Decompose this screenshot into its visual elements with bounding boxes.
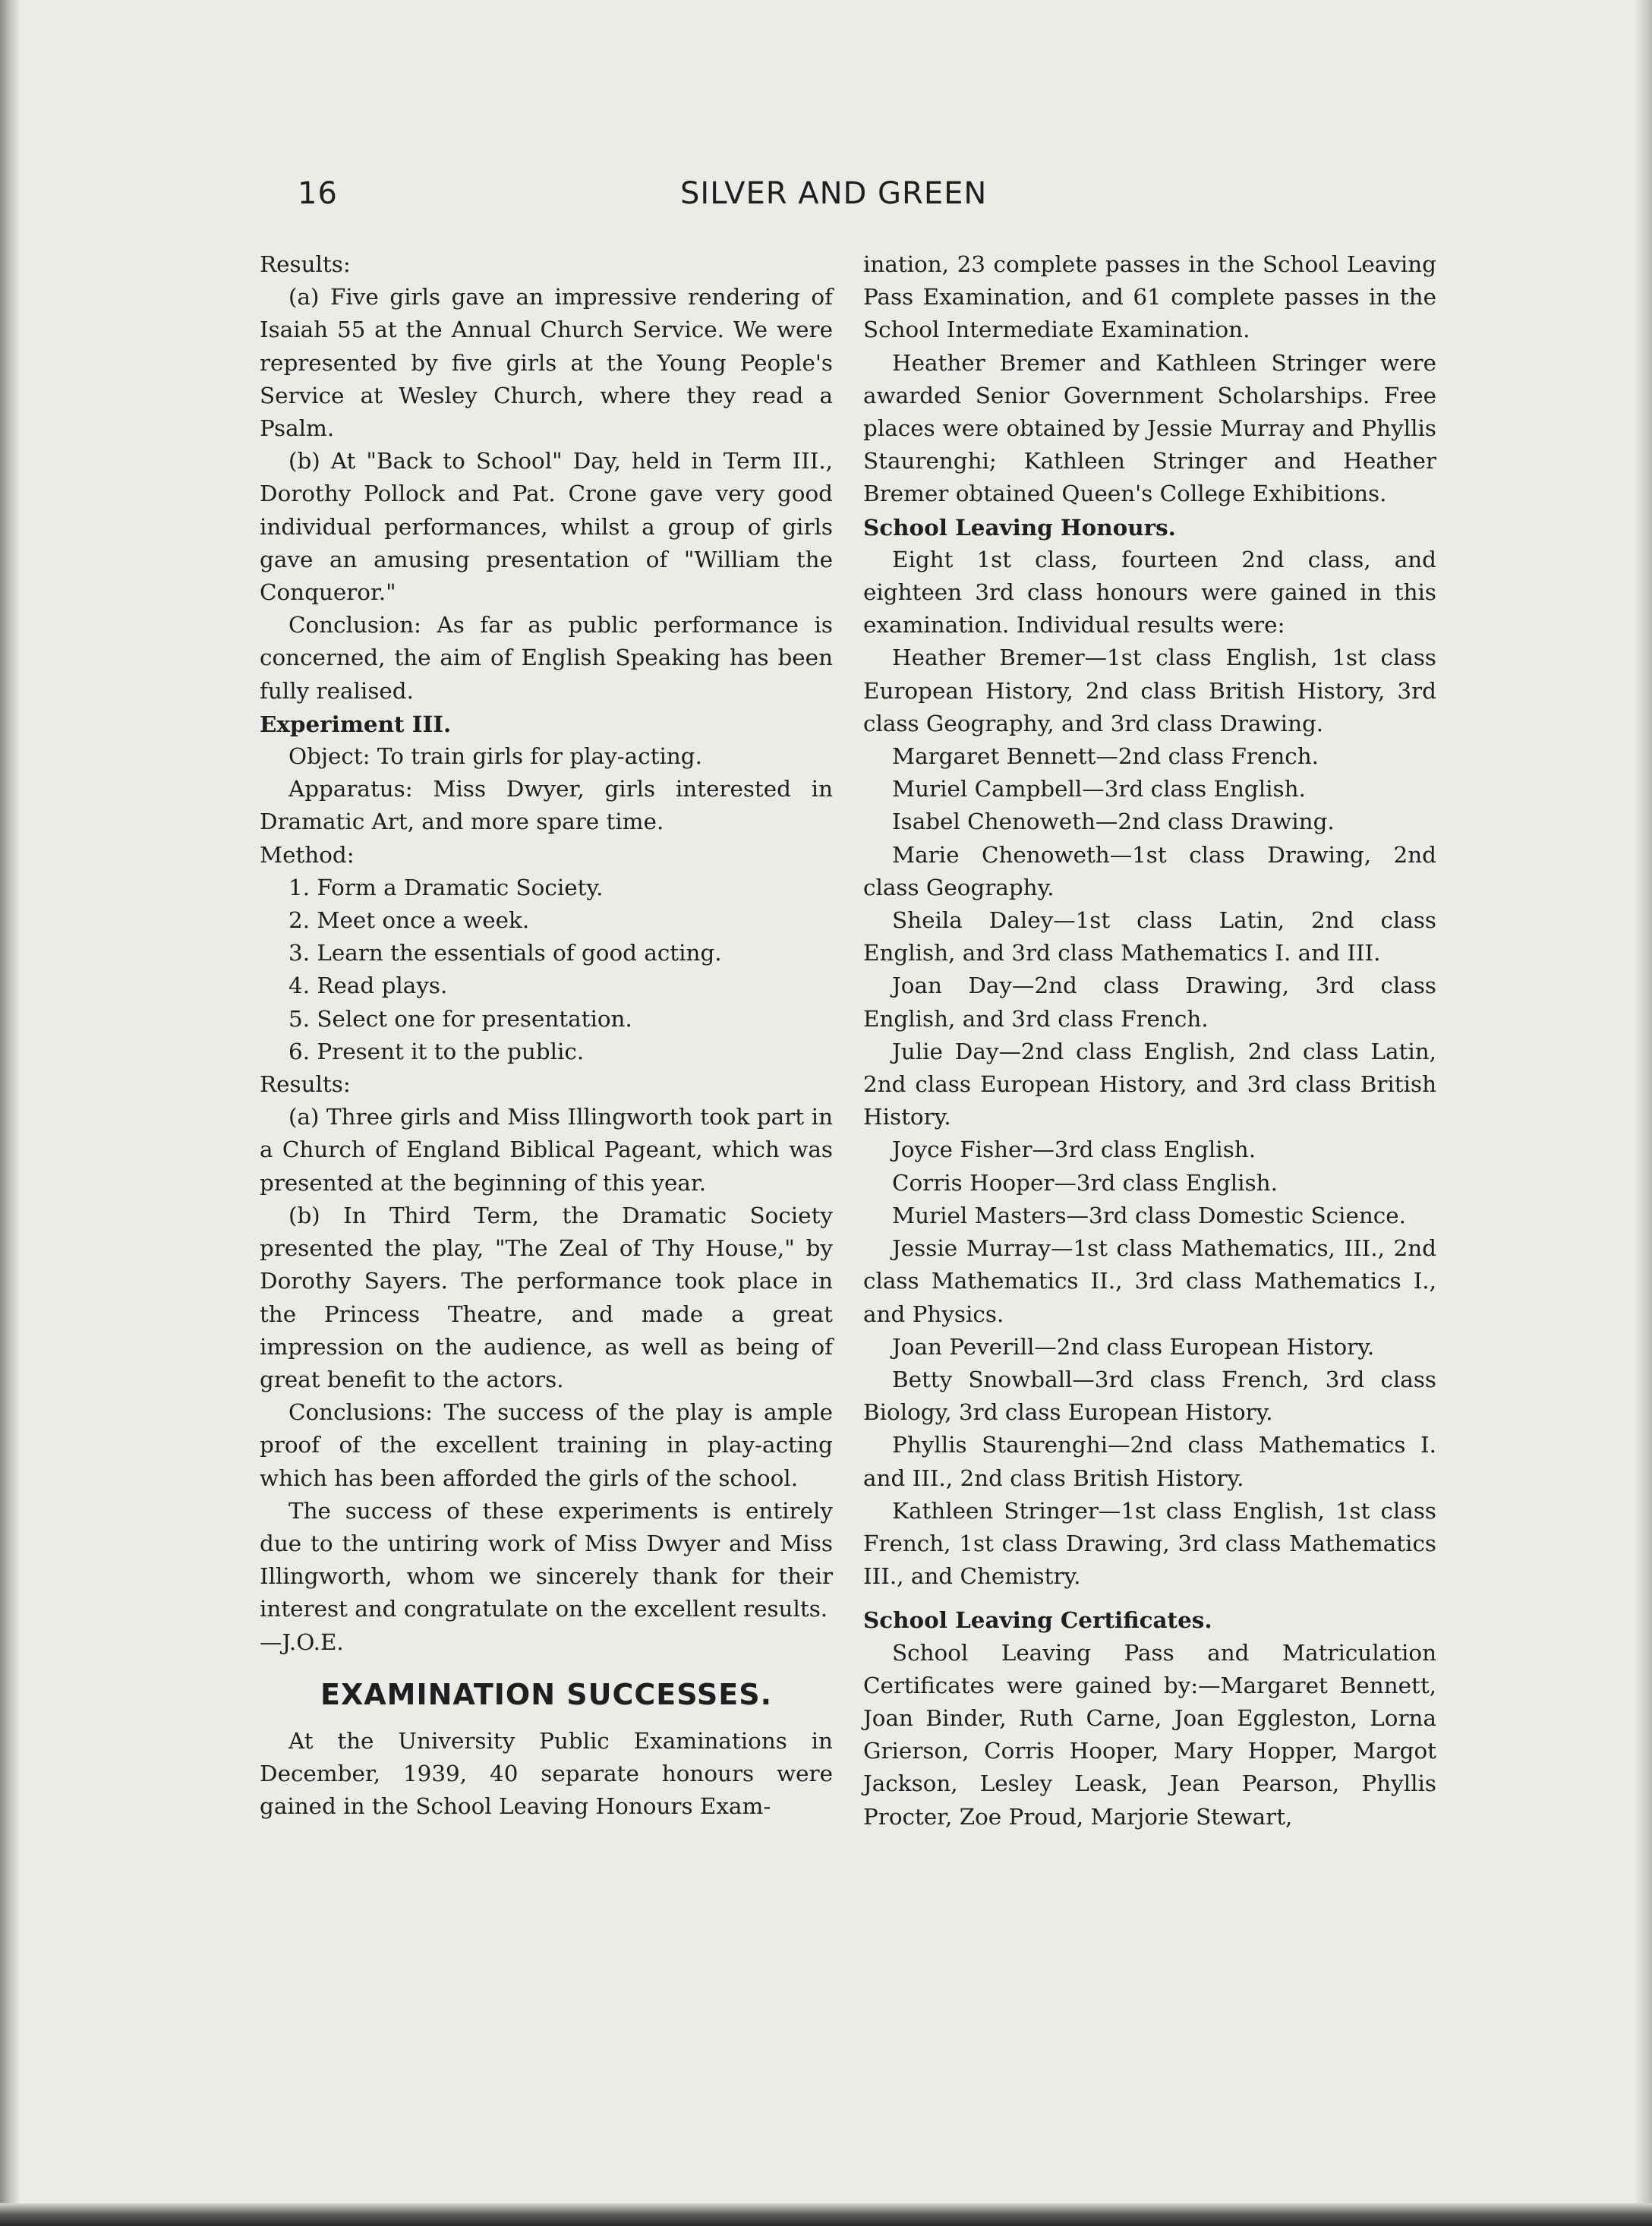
paragraph: Object: To train girls for play-acting. <box>288 743 702 770</box>
method-label: Method: <box>260 841 355 868</box>
list-item: Joyce Fisher—3rd class English. <box>892 1137 1256 1163</box>
list-item: Muriel Campbell—3rd class English. <box>892 776 1306 802</box>
experiment-heading: Experiment III. <box>260 710 452 737</box>
method-step: 4. Read plays. <box>288 973 448 999</box>
paragraph: ination, 23 complete passes in the School Leaving Pass Examination, and 61 complete passes in the School Intermediate Examination. <box>863 251 1436 343</box>
results-label: Results: <box>260 1071 351 1098</box>
list-item: Marie Chenoweth—1st class Drawing, 2nd class Geography. <box>863 841 1436 900</box>
page-binding-edge <box>0 0 20 2226</box>
page-header <box>298 176 1436 222</box>
section-heading: EXAMINATION SUCCESSES. <box>320 1677 773 1711</box>
paragraph: At the University Public Examinations in December, 1939, 40 separate honours were gained in the School Leaving Honours Exam- <box>260 1727 833 1820</box>
paragraph: Eight 1st class, fourteen 2nd class, and eighteen 3rd class honours were gained in this examination. Individual results were: <box>863 546 1436 638</box>
method-step: 5. Select one for presentation. <box>288 1005 632 1032</box>
paragraph: The success of these experiments is entirely due to the untiring work of Miss Dwyer and Miss Illingworth, whom we sincerely thank for their interest and congratulate on the excellent results. <box>260 1497 833 1622</box>
list-item: Margaret Bennett—2nd class French. <box>892 743 1319 770</box>
method-step: 1. Form a Dramatic Society. <box>288 874 604 900</box>
right-column <box>863 248 1436 1833</box>
list-item: Kathleen Stringer—1st class English, 1st class French, 1st class Drawing, 3rd class Mathematics III., and Chemistry. <box>863 1497 1436 1590</box>
signature: —J.O.E. <box>260 1629 344 1655</box>
method-step: 3. Learn the essentials of good acting. <box>288 940 722 966</box>
paragraph: Conclusion: As far as public performance is concerned, the aim of English Speaking has been fully realised. <box>260 612 833 704</box>
running-title: SILVER AND GREEN <box>680 176 988 211</box>
scan-bottom-shadow <box>0 2203 1652 2226</box>
list-item: Muriel Masters—3rd class Domestic Science. <box>892 1202 1406 1228</box>
paragraph: Conclusions: The success of the play is ample proof of the excellent training in play-acting which has been afforded the girls of the school. <box>260 1399 833 1491</box>
paragraph: (a) Three girls and Miss Illingworth took part in a Church of England Biblical Pageant, which was presented at the beginning of this year. <box>260 1104 833 1196</box>
list-item: Isabel Chenoweth—2nd class Drawing. <box>892 809 1335 835</box>
paragraph: Apparatus: Miss Dwyer, girls interested in Dramatic Art, and more spare time. <box>260 776 833 835</box>
page-number: 16 <box>298 176 338 211</box>
list-item: Phyllis Staurenghi—2nd class Mathematics I. and III., 2nd class British History. <box>863 1432 1436 1491</box>
paragraph: (b) In Third Term, the Dramatic Society presented the play, "The Zeal of Thy House," by Dorothy Sayers. The performance took place in the Princess Theatre, and made a great impression on the audience, as well as being of great benefit to the actors. <box>260 1202 833 1392</box>
method-step: 2. Meet once a week. <box>288 907 530 934</box>
list-item: Sheila Daley—1st class Latin, 2nd class English, and 3rd class Mathematics I. and III. <box>863 907 1436 966</box>
list-item: Julie Day—2nd class English, 2nd class Latin, 2nd class European History, and 3rd class British History. <box>863 1038 1436 1130</box>
paragraph: (b) At "Back to School" Day, held in Term III., Dorothy Pollock and Pat. Crone gave very good individual performances, whilst a group of girls gave an amusing presentation of "William the Conqueror." <box>260 448 833 606</box>
method-list <box>260 872 833 1068</box>
section-heading: School Leaving Honours. <box>863 513 1176 541</box>
left-column <box>260 248 833 1824</box>
page-right-edge <box>1635 0 1652 2226</box>
method-step: 6. Present it to the public. <box>288 1038 585 1064</box>
results-label: Results: <box>260 251 351 277</box>
paragraph: School Leaving Pass and Matriculation Certificates were gained by:—Margaret Bennett, Joan Binder, Ruth Carne, Joan Eggleston, Lorna Grierson, Corris Hooper, Mary Hopper, Margot Jackson, Lesley Leask, Jean Pearson, Phyllis Procter, Zoe Proud, Marjorie Stewart, <box>863 1639 1436 1830</box>
list-item: Heather Bremer—1st class English, 1st class European History, 2nd class British History, 3rd class Geography, and 3rd class Drawing. <box>863 645 1436 736</box>
paragraph: (a) Five girls gave an impressive rendering of Isaiah 55 at the Annual Church Service. We were represented by five girls at the Young People's Service at Wesley Church, where they read a Psalm. <box>260 284 833 442</box>
paragraph: Heather Bremer and Kathleen Stringer were awarded Senior Government Scholarships. Free places were obtained by Jessie Murray and Phyllis Staurenghi; Kathleen Stringer and Heather Bremer obtained Queen's College Exhibitions. <box>863 349 1436 507</box>
list-item: Joan Day—2nd class Drawing, 3rd class English, and 3rd class French. <box>863 973 1436 1032</box>
list-item: Corris Hooper—3rd class English. <box>892 1169 1278 1196</box>
list-item: Jessie Murray—1st class Mathematics, III., 2nd class Mathematics II., 3rd class Mathematics I., and Physics. <box>863 1235 1436 1327</box>
list-item: Betty Snowball—3rd class French, 3rd class Biology, 3rd class European History. <box>863 1366 1436 1426</box>
list-item: Joan Peverill—2nd class European History. <box>892 1333 1375 1360</box>
section-heading: School Leaving Certificates. <box>863 1606 1212 1634</box>
